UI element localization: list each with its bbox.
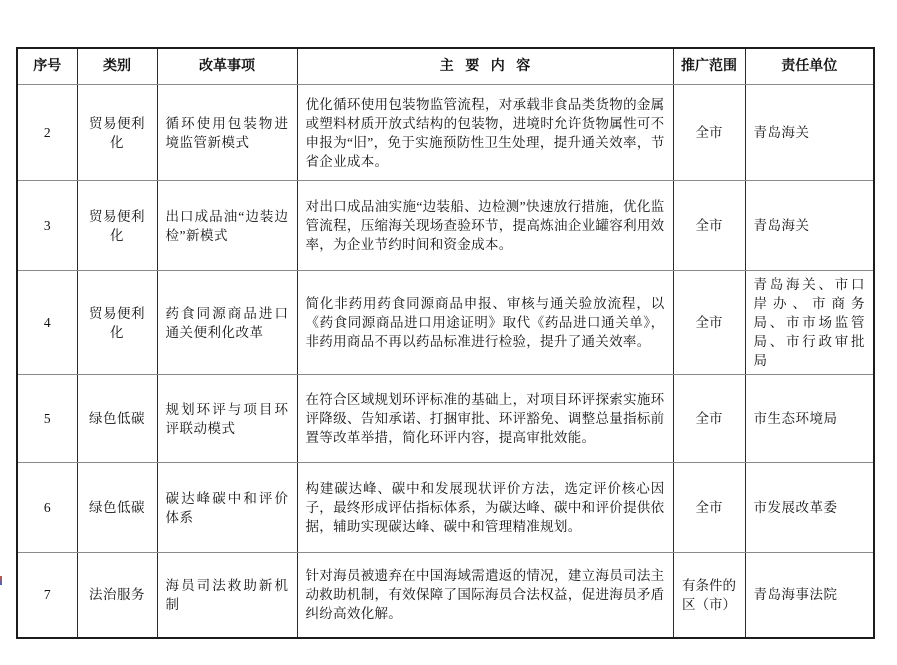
cell-content: 针对海员被遗弃在中国海域需遣返的情况，建立海员司法主动救助机制，有效保障了国际海员合法权益，促进海员矛盾纠纷高效化解。 xyxy=(297,553,673,638)
table-row xyxy=(17,463,874,553)
cell-item: 海员司法救助新机制 xyxy=(157,553,297,638)
table-row xyxy=(17,85,874,181)
cell-item: 规划环评与项目环评联动模式 xyxy=(157,375,297,463)
header-category: 类别 xyxy=(77,48,157,85)
reform-items-table xyxy=(16,47,875,639)
header-main-content: 主 要 内 容 xyxy=(297,48,673,85)
cell-unit: 青岛海关 xyxy=(745,181,874,271)
cell-unit: 青岛海关、市口岸办、市商务局、市市场监管局、市行政审批局 xyxy=(745,271,874,375)
cell-scope: 全市 xyxy=(673,375,745,463)
cell-seq: 4 xyxy=(17,271,77,375)
cell-content: 简化非药用药食同源商品申报、审核与通关验放流程，以《药食同源商品进口用途证明》取代《药品进口通关单》，非药用商品不再以药品标准进行检验，提升了通关效率。 xyxy=(297,271,673,375)
cell-scope: 有条件的区（市） xyxy=(673,553,745,638)
cell-unit: 青岛海事法院 xyxy=(745,553,874,638)
cell-item: 循环使用包装物进境监管新模式 xyxy=(157,85,297,181)
table-row xyxy=(17,271,874,375)
cell-item: 药食同源商品进口通关便利化改革 xyxy=(157,271,297,375)
cell-content: 构建碳达峰、碳中和发展现状评价方法，选定评价核心因子，最终形成评估指标体系，为碳达峰、碳中和评价提供依据，辅助实现碳达峰、碳中和管理精准规划。 xyxy=(297,463,673,553)
cell-seq: 2 xyxy=(17,85,77,181)
cell-category: 绿色低碳 xyxy=(77,463,157,553)
header-item: 改革事项 xyxy=(157,48,297,85)
cell-unit: 市生态环境局 xyxy=(745,375,874,463)
table-row xyxy=(17,375,874,463)
header-unit: 责任单位 xyxy=(745,48,874,85)
cell-category: 法治服务 xyxy=(77,553,157,638)
cell-content: 优化循环使用包装物监管流程，对承载非食品类货物的金属或塑料材质开放式结构的包装物，进境时允许货物属性可不申报为“旧”，免于实施预防性卫生处理，提升通关效率，节省企业成本。 xyxy=(297,85,673,181)
cell-item: 出口成品油“边装边检”新模式 xyxy=(157,181,297,271)
cell-category: 贸易便利化 xyxy=(77,181,157,271)
header-seq: 序号 xyxy=(17,48,77,85)
table-row xyxy=(17,181,874,271)
cell-scope: 全市 xyxy=(673,85,745,181)
cell-unit: 青岛海关 xyxy=(745,85,874,181)
cell-item: 碳达峰碳中和评价体系 xyxy=(157,463,297,553)
cell-category: 绿色低碳 xyxy=(77,375,157,463)
cell-content: 在符合区域规划环评标准的基础上，对项目环评探索实施环评降级、告知承诺、打捆审批、环评豁免、调整总量指标前置等改革举措，简化环评内容，提高审批效能。 xyxy=(297,375,673,463)
header-scope: 推广范围 xyxy=(673,48,745,85)
cell-seq: 6 xyxy=(17,463,77,553)
cell-unit: 市发展改革委 xyxy=(745,463,874,553)
cell-scope: 全市 xyxy=(673,271,745,375)
cell-scope: 全市 xyxy=(673,463,745,553)
cell-seq: 3 xyxy=(17,181,77,271)
cell-category: 贸易便利化 xyxy=(77,271,157,375)
table-row xyxy=(17,553,874,638)
cell-seq: 5 xyxy=(17,375,77,463)
scan-artifact-mark xyxy=(0,576,2,585)
cell-category: 贸易便利化 xyxy=(77,85,157,181)
cell-scope: 全市 xyxy=(673,181,745,271)
cell-content: 对出口成品油实施“边装船、边检测”快速放行措施，优化监管流程，压缩海关现场查验环节，提高炼油企业罐容利用效率，为企业节约时间和资金成本。 xyxy=(297,181,673,271)
table-header-row xyxy=(17,48,874,85)
cell-seq: 7 xyxy=(17,553,77,638)
